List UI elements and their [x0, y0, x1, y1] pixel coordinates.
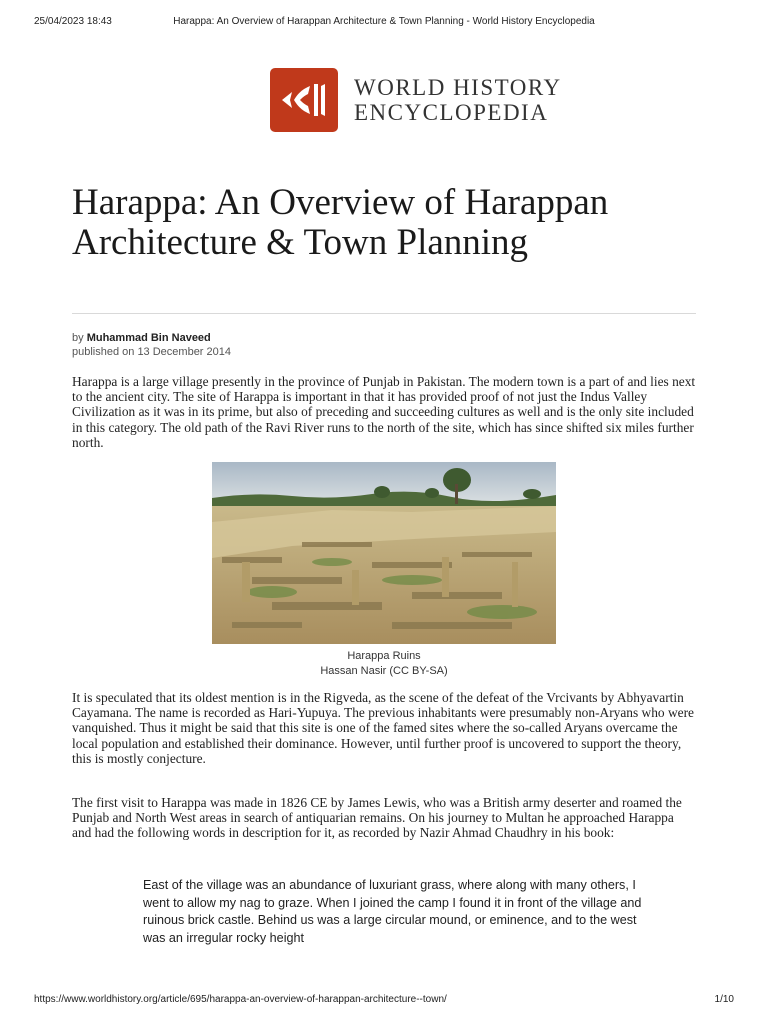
logo-wordmark: [354, 75, 562, 125]
paragraph-2: It is speculated that its oldest mention is in the Rigveda, as the scene of the defeat of the Vrcivants by Abhyavartin Cayamana. The name is recorded as Hari-Yupuya. The previous inhabitants were presumably non-Aryans who were vanquished. Thus it might be said that this site is one of the famed sites where the so-called Aryans overcame the local population and established their dominance. However, until further proof is uncovered to support the theory, this is mostly conjecture.: [72, 690, 694, 766]
byline-prefix: by: [72, 332, 84, 344]
figure-image[interactable]: [212, 462, 556, 644]
logo-line2: ENCYCLOPEDIA: [354, 100, 549, 125]
page-number: 1/10: [714, 994, 734, 1005]
print-url: https://www.worldhistory.org/article/695/harappa-an-overview-of-harappan-architecture--town/: [34, 994, 447, 1005]
paragraph-1: Harappa is a large village presently in the province of Punjab in Pakistan. The modern town is a part of and lies next to the ancient city. The site of Harappa is important in that it has provided proof of not just the Indus Valley Civilization as it was in its prime, but also of preceding and succeeding cultures as well and is the only site included in this category. The old path of the Ravi River runs to the north of the site, which has since shifted six miles further north.: [72, 374, 696, 450]
print-page-title: Harappa: An Overview of Harappan Architecture & Town Planning - World History Encyclopedia: [173, 16, 595, 27]
block-quote: East of the village was an abundance of luxuriant grass, where along with many others, I went to allow my nag to graze. When I joined the camp I found it in front of the village and ruinous brick castle. Behind us was a large circular mound, or eminence, and to the west was an irregular rocky height: [143, 878, 642, 945]
figure-caption: [0, 649, 768, 679]
byline: [72, 331, 231, 359]
harappa-ruins-image: [212, 462, 556, 644]
paragraph-3: The first visit to Harappa was made in 1826 CE by James Lewis, who was a British army deserter and roamed the Punjab and North West areas in search of antiquarian remains. On his journey to Multan he approached Harappa and had the following words in description for it, as recorded by Nazir Ahmad Chaudhry in his book:: [72, 795, 682, 841]
published-date: published on 13 December 2014: [72, 346, 232, 358]
caption-credit[interactable]: Hassan Nasir (CC BY-SA): [320, 665, 448, 677]
title-divider: [72, 313, 696, 314]
print-date: 25/04/2023 18:43: [34, 16, 112, 27]
caption-title: Harappa Ruins: [347, 650, 421, 662]
site-logo[interactable]: [270, 68, 562, 132]
article-title: Harappa: An Overview of Harappan Architecture & Town Planning: [72, 182, 609, 263]
logo-line1: WORLD HISTORY: [354, 75, 562, 100]
logo-mark-icon: [270, 68, 338, 132]
author-link[interactable]: Muhammad Bin Naveed: [86, 332, 211, 344]
